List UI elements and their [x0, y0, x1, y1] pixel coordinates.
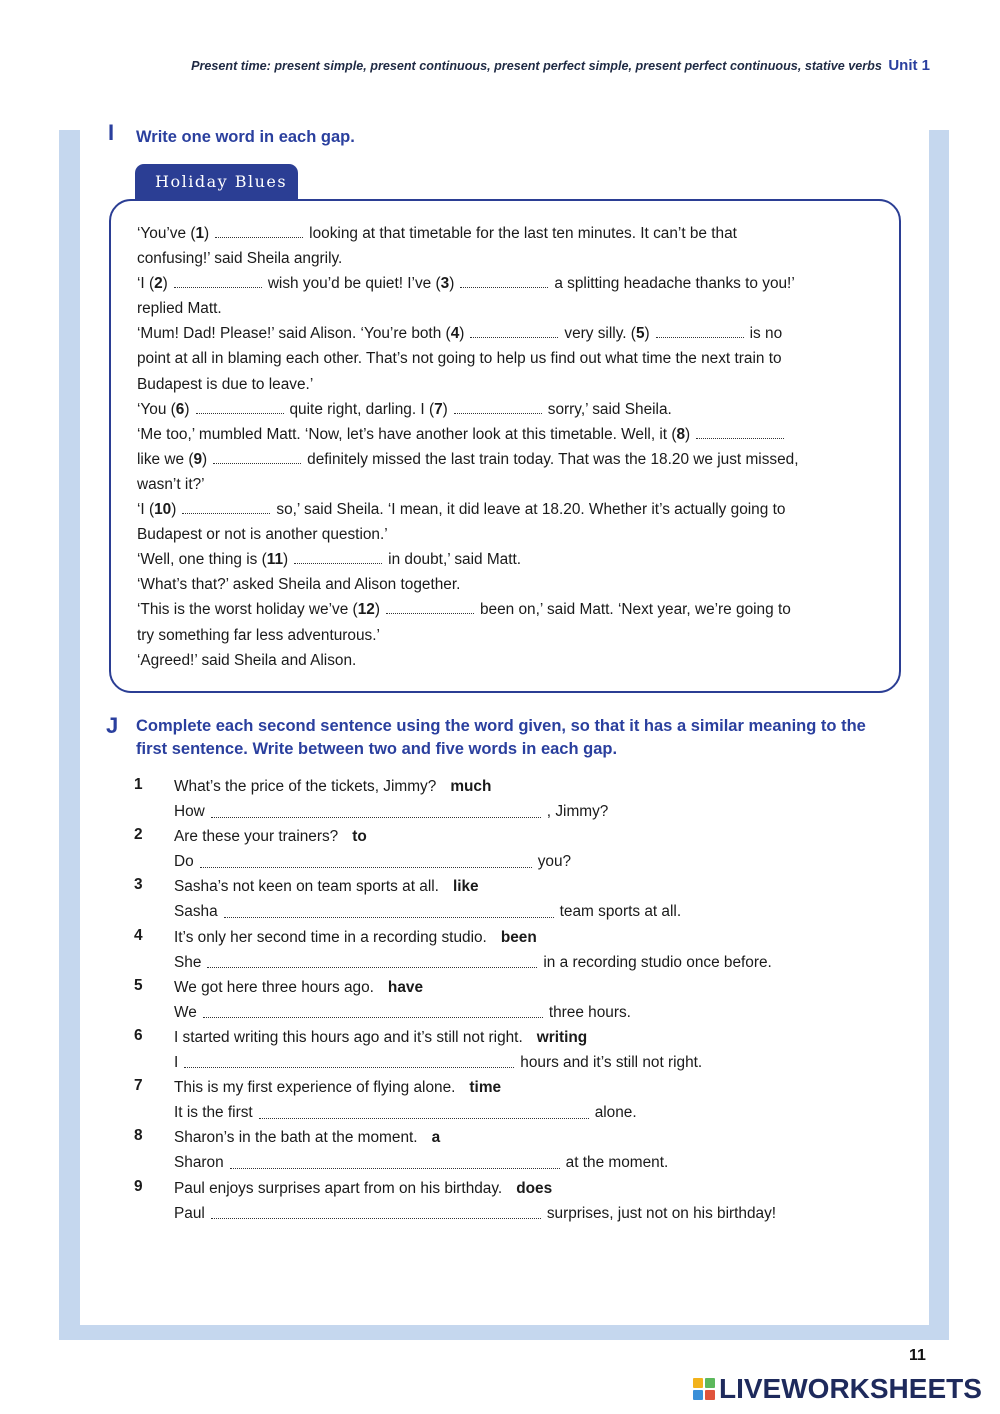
gap-10[interactable]: [182, 513, 270, 514]
item-answer-end: you?: [537, 853, 572, 871]
answer-gap[interactable]: [230, 1168, 560, 1169]
section-i-instruction: Write one word in each gap.: [136, 128, 355, 146]
item-answer-line: [174, 952, 772, 974]
story-line: ‘Agreed!’ said Sheila and Alison.: [137, 651, 357, 669]
logo-text: LIVEWORKSHEETS: [719, 1373, 982, 1404]
item-question: [174, 826, 367, 848]
story-line: point at all in blaming each other. That’s not going to help us find out what time the next train to: [137, 350, 782, 368]
gap-8[interactable]: [696, 438, 784, 439]
gap-4[interactable]: [470, 337, 558, 338]
item-answer-line: [174, 851, 571, 873]
story-box: [109, 199, 901, 693]
story-line: confusing!’ said Sheila angrily.: [137, 250, 343, 268]
answer-gap[interactable]: [184, 1067, 514, 1068]
item-answer-start: We: [174, 1003, 197, 1021]
story-line: ‘Mum! Dad! Please!’ said Alison. ‘You’re both (4) very silly. (5) is no: [137, 325, 783, 343]
item-answer-line: [174, 1102, 637, 1124]
section-j-instruction: [136, 715, 866, 761]
story-line: like we (9) definitely missed the last train today. That was the 18.20 we just missed,: [137, 450, 799, 468]
item-number: 8: [134, 1127, 143, 1145]
item-answer-end: , Jimmy?: [546, 803, 609, 820]
story-line: ‘What’s that?’ asked Sheila and Alison together.: [137, 576, 461, 594]
gap-12[interactable]: [386, 613, 474, 614]
item-keyword: been: [500, 928, 537, 946]
item-sentence: Sharon’s in the bath at the moment.: [174, 1129, 418, 1147]
item-answer-end: hours and it’s still not right.: [520, 1053, 703, 1071]
item-sentence: This is my first experience of flying alone.: [174, 1079, 456, 1097]
list-item: [134, 1077, 894, 1127]
transformation-list: [134, 776, 894, 1228]
item-keyword: have: [387, 978, 424, 996]
story-line: ‘I (10) so,’ said Sheila. ‘I mean, it did leave at 18.20. Whether it’s actually going to: [137, 501, 786, 519]
item-question: [174, 1027, 587, 1049]
gap-3[interactable]: [460, 287, 548, 288]
page-header: [150, 57, 930, 74]
liveworksheets-logo: [693, 1374, 982, 1404]
story-line: ‘You’ve (1) looking at that timetable for the last ten minutes. It can’t be that: [137, 225, 737, 242]
answer-gap[interactable]: [203, 1017, 543, 1018]
item-answer-start: I: [174, 1053, 179, 1071]
item-answer-start: It is the first: [174, 1104, 253, 1122]
item-keyword: to: [352, 828, 367, 846]
list-item: [134, 776, 894, 826]
item-number: 3: [134, 876, 143, 894]
list-item: [134, 1178, 894, 1228]
item-sentence: Sasha’s not keen on team sports at all.: [174, 878, 439, 896]
item-number: 1: [134, 776, 143, 793]
item-answer-start: Sharon: [174, 1154, 224, 1172]
story-line: ‘I (2) wish you’d be quiet! I’ve (3) a splitting headache thanks to you!’: [137, 275, 795, 293]
item-answer-end: in a recording studio once before.: [543, 953, 772, 971]
section-j-instruction-line: first sentence. Write between two and five words in each gap.: [136, 740, 618, 758]
section-i-letter: I: [108, 120, 115, 145]
item-number: 5: [134, 976, 143, 994]
item-number: 9: [134, 1177, 143, 1195]
item-question: [174, 876, 479, 898]
story-line: ‘This is the worst holiday we’ve (12) been on,’ said Matt. ‘Next year, we’re going to: [137, 601, 791, 619]
logo-square: [705, 1390, 715, 1400]
item-number: 7: [134, 1077, 143, 1095]
item-answer-end: team sports at all.: [559, 903, 682, 921]
story-title: Holiday Blues: [155, 172, 288, 191]
item-answer-line: [174, 1203, 776, 1225]
item-answer-start: She: [174, 953, 202, 971]
item-question: [174, 977, 423, 999]
answer-gap[interactable]: [224, 917, 554, 918]
item-answer-line: [174, 901, 681, 923]
item-answer-line: [174, 1152, 668, 1174]
item-sentence: I started writing this hours ago and it’s still not right.: [174, 1028, 523, 1046]
list-item: [134, 927, 894, 977]
logo-square: [705, 1378, 715, 1388]
gap-9[interactable]: [213, 463, 301, 464]
gap-6[interactable]: [196, 413, 284, 414]
story-line: replied Matt.: [137, 300, 222, 318]
item-keyword: time: [469, 1079, 502, 1097]
item-answer-start: Paul: [174, 1204, 205, 1222]
gap-2[interactable]: [174, 287, 262, 288]
item-sentence: Paul enjoys surprises apart from on his birthday.: [174, 1179, 503, 1197]
item-answer-end: alone.: [594, 1104, 637, 1122]
item-question: [174, 776, 491, 798]
story-line: ‘Me too,’ mumbled Matt. ‘Now, let’s have another look at this timetable. Well, it (8): [137, 422, 873, 447]
answer-gap[interactable]: [211, 817, 541, 818]
gap-7[interactable]: [454, 413, 542, 414]
story-line: try something far less adventurous.’: [137, 626, 380, 644]
answer-gap[interactable]: [207, 967, 537, 968]
story-line: Budapest is due to leave.’: [137, 375, 314, 393]
item-question: [174, 1178, 552, 1200]
item-keyword: a: [431, 1129, 441, 1147]
section-j-instruction-line: Complete each second sentence using the word given, so that it has a similar meaning to the: [136, 717, 866, 735]
item-number: 4: [134, 926, 143, 944]
logo-grid-icon: [693, 1378, 715, 1400]
item-answer-end: three hours.: [548, 1003, 631, 1021]
story-line: ‘You (6) quite right, darling. I (7) sorry,’ said Sheila.: [137, 400, 672, 418]
item-answer-line: [174, 801, 608, 823]
item-question: [174, 1077, 501, 1099]
gap-11[interactable]: [294, 563, 382, 564]
answer-gap[interactable]: [211, 1218, 541, 1219]
item-answer-line: [174, 1052, 702, 1074]
item-answer-end: surprises, just not on his birthday!: [546, 1204, 777, 1222]
item-answer-start: Sasha: [174, 903, 218, 921]
logo-square: [693, 1378, 703, 1388]
gap-5[interactable]: [656, 337, 744, 338]
item-question: [174, 1127, 440, 1149]
item-keyword: like: [452, 878, 479, 896]
gap-1[interactable]: [215, 237, 303, 238]
item-keyword: does: [516, 1179, 553, 1197]
section-j-letter: J: [106, 713, 119, 738]
list-item: [134, 1027, 894, 1077]
story-line: Budapest or not is another question.’: [137, 526, 388, 544]
page-number: 11: [909, 1347, 926, 1364]
item-answer-start: How: [174, 803, 205, 820]
item-sentence: Are these your trainers?: [174, 828, 339, 846]
item-keyword: much: [450, 778, 492, 795]
item-number: 6: [134, 1026, 143, 1044]
header-topic: Present time: present simple, present continuous, present perfect simple, present perfect continuous, stative verbs: [191, 59, 882, 73]
list-item: [134, 977, 894, 1027]
item-sentence: It’s only her second time in a recording studio.: [174, 928, 487, 946]
item-answer-end: at the moment.: [565, 1154, 669, 1172]
answer-gap[interactable]: [259, 1118, 589, 1119]
item-sentence: What’s the price of the tickets, Jimmy?: [174, 778, 437, 795]
story-line: ‘Well, one thing is (11) in doubt,’ said Matt.: [137, 551, 522, 569]
item-sentence: We got here three hours ago.: [174, 978, 374, 996]
item-number: 2: [134, 826, 143, 844]
item-question: [174, 927, 537, 949]
answer-gap[interactable]: [200, 867, 532, 868]
item-answer-line: [174, 1002, 631, 1024]
item-keyword: writing: [536, 1028, 588, 1046]
list-item: [134, 826, 894, 876]
unit-label: Unit 1: [888, 57, 930, 74]
list-item: [134, 1127, 894, 1177]
logo-square: [693, 1390, 703, 1400]
list-item: [134, 876, 894, 926]
story-title-tab: [135, 164, 298, 199]
item-answer-start: Do: [174, 853, 194, 871]
story-line: wasn’t it?’: [137, 475, 205, 493]
